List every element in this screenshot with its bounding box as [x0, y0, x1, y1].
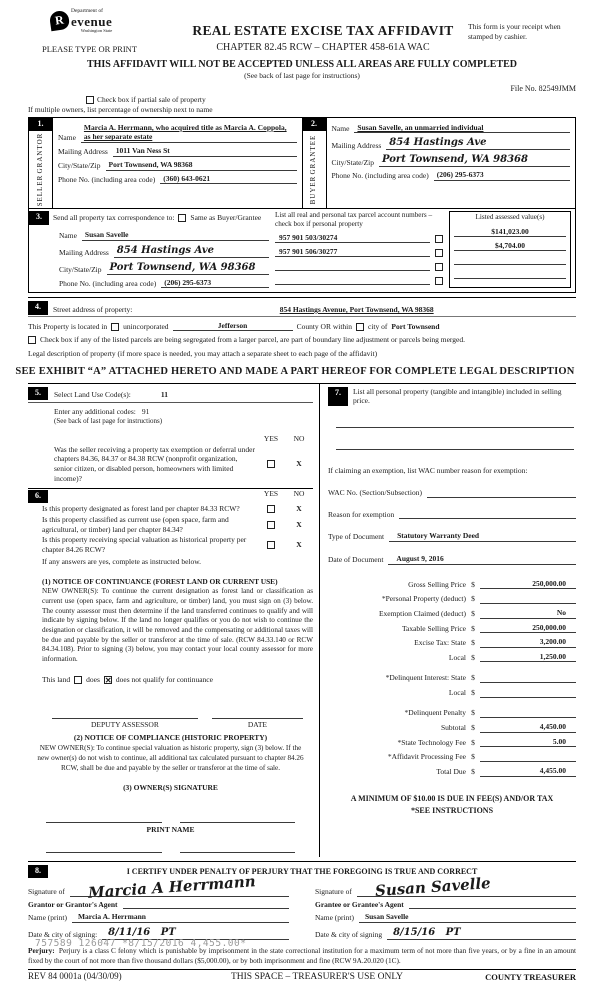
- buyer-rail: [303, 118, 327, 209]
- owners-signature-heading: (3) OWNER(S) SIGNATURE: [123, 783, 218, 793]
- treasurer-use-only-label: THIS SPACE – TREASURER'S USE ONLY: [230, 971, 404, 982]
- grantor-signature-label: Signature of: [28, 886, 65, 896]
- continuance-qualify-row: [42, 675, 313, 685]
- grantee-signature-value: Susan Savelle: [374, 874, 492, 901]
- section-8-number: 8.: [28, 865, 48, 878]
- historical-question-row: [28, 535, 313, 555]
- corr-city-label: City/State/Zip: [59, 264, 102, 274]
- county-or-within: County OR within: [296, 321, 352, 331]
- deputy-assessor-row: [28, 711, 313, 730]
- if-any-yes-note: If any answers are yes, complete as instructed below.: [42, 556, 202, 566]
- owner-signature-lines-2: [28, 845, 313, 853]
- grantee-word: GRANTEE: [309, 135, 318, 175]
- delinquent-penalty-value[interactable]: [480, 717, 576, 718]
- does-not-qualify-checkbox[interactable]: [104, 676, 112, 684]
- section-3-number: 3.: [29, 211, 49, 224]
- additional-codes-value[interactable]: 91: [141, 407, 150, 417]
- perjury-body: Perjury is a class C felony which is punishable by imprisonment in the state correctional institution for a maximum term of not more than five years, or by a fine in an amount fixed by the court of not more than five thousand dollars ($5,000.00), or by both imprisonment and fine (RCW 9A.20.020 (1C).: [28, 946, 576, 966]
- form-footer: [28, 969, 576, 983]
- certify-statement: I CERTIFY UNDER PENALTY OF PERJURY THAT THE FOREGOING IS TRUE AND CORRECT: [126, 866, 478, 876]
- grantor-signature-line[interactable]: [70, 872, 289, 903]
- seller-grantor-box: [28, 117, 303, 210]
- state-technology-fee-label: *State Technology Fee: [397, 737, 466, 747]
- parcel-header: List all real and personal tax parcel account numbers – check box if personal property: [275, 211, 433, 229]
- assessed-value-2[interactable]: $4,704.00: [454, 241, 566, 251]
- reason-exemption-value[interactable]: [399, 518, 576, 519]
- current-use-question-row: [28, 515, 313, 535]
- county-value[interactable]: Jefferson: [173, 321, 293, 332]
- grantor-date-label: Date & city of signing:: [28, 930, 98, 940]
- located-prefix: This Property is located in: [28, 321, 108, 331]
- segregated-row: [28, 335, 576, 345]
- exemption-claimed-value[interactable]: No: [480, 608, 576, 619]
- see-back-note: (See back of last page for instructions): [244, 71, 360, 81]
- minimum-fee-note: [328, 793, 576, 817]
- checked-x-mark: ✕: [104, 675, 112, 685]
- header-left: [28, 8, 178, 55]
- taxable-selling-price-label: Taxable Selling Price: [401, 623, 466, 633]
- grantor-signature-block: [28, 872, 289, 940]
- land-use-column: [28, 384, 320, 857]
- parcel-row: [275, 247, 443, 257]
- delinquent-interest-local-label: Local: [448, 687, 466, 697]
- grantee-agent-label: Grantee or Grantee's Agent: [315, 899, 404, 909]
- buyer-city-value[interactable]: Port Townsend, WA 98368: [379, 153, 570, 167]
- historical-question: Is this property receiving special valuation as historical property per chapter 84.26 RCW?: [42, 535, 247, 554]
- city-checkbox[interactable]: [356, 323, 364, 331]
- exemption-claimed-label: Exemption Claimed (deduct): [378, 608, 466, 618]
- current-use-no-answer[interactable]: X: [296, 519, 302, 529]
- county-treasurer-label: COUNTY TREASURER: [485, 971, 576, 982]
- gross-selling-price-label: Gross Selling Price: [408, 579, 466, 589]
- assessed-values-header: Listed assessed value(s): [475, 213, 545, 222]
- revenue-swoosh-icon: R: [49, 10, 70, 31]
- seller-grantor-label: [36, 131, 45, 208]
- print-name-label: PRINT NAME: [146, 825, 195, 835]
- assessed-value-1[interactable]: $141,023.00: [454, 227, 566, 237]
- section6-no-header: NO: [293, 488, 305, 498]
- logo-washington-state: Washington State: [80, 28, 113, 34]
- acceptance-warning: THIS AFFIDAVIT WILL NOT BE ACCEPTED UNLESS ALL AREAS ARE FULLY COMPLETED: [86, 59, 518, 71]
- form-title: REAL ESTATE EXCISE TAX AFFIDAVIT: [192, 23, 454, 38]
- date-of-document-label: Date of Document: [328, 555, 384, 565]
- segregated-label: Check box if any of the listed parcels are being segregated from a larger parcel, are part of boundary line adjustment or parcels being merged.: [40, 335, 465, 345]
- corr-mailing-value[interactable]: 854 Hastings Ave: [114, 244, 269, 258]
- tax-computation-table: [328, 575, 576, 777]
- grantee-name-print-value[interactable]: Susan Savelle: [359, 912, 576, 923]
- same-as-buyer-label: Same as Buyer/Grantee: [190, 213, 262, 223]
- grantor-name-print-label: Name (print): [28, 913, 67, 923]
- property-located-row: [28, 321, 576, 332]
- buyer-name-value[interactable]: Susan Savelle, an unmarried individual: [354, 123, 570, 134]
- parcel-number-2[interactable]: 957 901 506/30277: [275, 247, 430, 257]
- corr-name-value[interactable]: Susan Savelle: [82, 230, 269, 241]
- partial-sale-row: [28, 95, 576, 115]
- wac-number-label: WAC No. (Section/Subsection): [328, 487, 422, 497]
- forest-land-question: Is this property designated as forest land per chapter 84.33 RCW?: [42, 504, 240, 513]
- affidavit-processing-fee-value[interactable]: [480, 761, 576, 762]
- grantee-agent-line[interactable]: [409, 908, 576, 909]
- dollar-sign: $: [471, 687, 475, 697]
- buyer-mailing-label: Mailing Address: [331, 140, 382, 150]
- no-column-header: NO: [293, 433, 305, 443]
- exemption-wac-note: If claiming an exemption, list WAC number reason for exemption:: [328, 466, 528, 476]
- dor-logo: [50, 8, 178, 34]
- perjury-label: Perjury:: [28, 946, 55, 956]
- date-of-document-value[interactable]: August 9, 2016: [388, 554, 576, 565]
- corr-name-label: Name: [59, 230, 77, 240]
- street-address-value[interactable]: 854 Hastings Avenue, Port Townsend, WA 98368: [279, 304, 434, 314]
- dollar-sign: $: [471, 723, 475, 733]
- logo-revenue: evenue: [71, 14, 113, 30]
- taxable-selling-price-value[interactable]: 250,000.00: [480, 623, 576, 634]
- forest-yes-checkbox[interactable]: [267, 505, 275, 513]
- notice-continuance-title: (1) NOTICE OF CONTINUANCE (FOREST LAND OR CURRENT USE): [42, 576, 278, 586]
- dollar-sign: $: [471, 638, 475, 648]
- section-5-number: 5.: [28, 387, 48, 400]
- buyer-phone-value[interactable]: (206) 295-6373: [434, 170, 570, 181]
- section7-header: [328, 387, 576, 407]
- parcel-row: [275, 275, 443, 285]
- total-due-label: Total Due: [436, 766, 466, 776]
- notice-compliance-body: NEW OWNER(S): To continue special valuation as historic property, sign (3) below. If the new owner(s) do not wish to continue, all additional tax calculated pursuant to chapter 84.26 RCW, shall be due and payable by the seller or transferor at the time of sale.: [37, 744, 304, 772]
- exemption-yes-checkbox[interactable]: [267, 460, 275, 468]
- tax-computation-column: [320, 384, 576, 857]
- buyer-name-label: Name: [331, 123, 350, 133]
- deputy-date-line[interactable]: [212, 711, 303, 719]
- parcel-1-personal-checkbox[interactable]: [435, 235, 443, 243]
- city-value[interactable]: Port Townsend: [391, 321, 440, 331]
- logo-department-of: Department of: [71, 8, 103, 14]
- personal-property-deduct-value[interactable]: [480, 603, 576, 604]
- additional-codes-label: Enter any additional codes:: [54, 407, 136, 417]
- seller-word: SELLER: [35, 174, 44, 207]
- subtotal-value[interactable]: 4,450.00: [480, 722, 576, 733]
- this-land-label: This land: [42, 674, 71, 684]
- yes-column-header: YES: [263, 433, 279, 443]
- section-4-number: 4.: [28, 301, 48, 314]
- form-header: [28, 8, 576, 55]
- delinquent-interest-local-value[interactable]: [480, 697, 576, 698]
- parcel-3-personal-checkbox[interactable]: [435, 263, 443, 271]
- dollar-sign: $: [471, 766, 475, 776]
- partial-sale-checkbox[interactable]: [86, 96, 94, 104]
- section6-header-row: [28, 488, 313, 503]
- grantee-date-label: Date & city of signing: [315, 930, 383, 940]
- tax-correspondence-section: [28, 209, 576, 293]
- correspondence-left: [29, 211, 275, 288]
- section-7-number: 7.: [328, 387, 348, 407]
- unincorporated-checkbox[interactable]: [111, 323, 119, 331]
- section-2-number: 2.: [303, 118, 326, 131]
- property-address-section: [15, 297, 576, 378]
- buyer-mailing-value[interactable]: 854 Hastings Ave: [386, 136, 570, 150]
- seller-mailing-label: Mailing Address: [58, 147, 108, 157]
- partial-sale-label: Check box if partial sale of property: [97, 95, 206, 105]
- deputy-assessor-label: DEPUTY ASSESSOR: [90, 719, 159, 729]
- street-address-label: Street address of property:: [53, 304, 133, 314]
- parcel-numbers-column: [275, 211, 443, 288]
- middle-columns: [28, 383, 576, 857]
- cashier-receipt-stamp: 757589 126047 *8/15/2016 4,455.00*: [35, 938, 247, 949]
- see-back-instructions: (See back of last page for instructions): [54, 416, 163, 425]
- seller-name-value[interactable]: Marcia A. Herrmann, who acquired title as Marcia A. Coppola, as her separate estate: [81, 123, 297, 144]
- current-use-yes-checkbox[interactable]: [267, 521, 275, 529]
- state-technology-fee-value[interactable]: 5.00: [480, 737, 576, 748]
- personal-property-line-1[interactable]: [336, 414, 574, 428]
- exhibit-a-statement: SEE EXHIBIT “A” ATTACHED HERETO AND MADE A PART HEREOF FOR COMPLETE LEGAL DESCRIPTION: [15, 365, 575, 377]
- does-not-label: does not qualify for continuance: [115, 674, 213, 684]
- current-use-question: Is this property classified as current use (open space, farm and agricultural, or timber) land per chapter 84.34?: [42, 514, 229, 534]
- dollar-sign: $: [471, 623, 475, 633]
- dollar-sign: $: [471, 737, 475, 747]
- corr-mailing-label: Mailing Address: [59, 247, 109, 257]
- type-of-document-value[interactable]: Statutory Warranty Deed: [389, 531, 576, 542]
- section-6-number: 6.: [28, 490, 48, 503]
- parcel-number-3[interactable]: [275, 261, 430, 271]
- land-use-code-value[interactable]: 11: [160, 390, 168, 400]
- notice-compliance-title: (2) NOTICE OF COMPLIANCE (HISTORIC PROPERTY): [73, 733, 268, 743]
- affidavit-processing-fee-label: *Affidavit Processing Fee: [387, 752, 466, 762]
- historical-yes-checkbox[interactable]: [267, 541, 275, 549]
- forest-no-answer[interactable]: X: [296, 504, 302, 513]
- parcel-2-personal-checkbox[interactable]: [435, 249, 443, 257]
- delinquent-interest-state-label: *Delinquent Interest: State: [385, 673, 466, 683]
- form-revision-number: REV 84 0001a (04/30/09): [28, 971, 122, 982]
- parcel-number-4[interactable]: [275, 275, 430, 285]
- corr-city-value[interactable]: Port Townsend, WA 98368: [107, 261, 270, 275]
- minimum-fee-line2: *SEE INSTRUCTIONS: [410, 805, 494, 815]
- corr-phone-value[interactable]: (206) 295-6373: [161, 278, 269, 289]
- seller-rail: [29, 118, 53, 209]
- grantor-date-value[interactable]: 8/11/16 PT: [102, 926, 289, 940]
- dollar-sign: $: [471, 579, 475, 589]
- grantor-word: GRANTOR: [35, 133, 44, 174]
- owner-signature-line-3[interactable]: [46, 845, 162, 853]
- parties-section: [28, 117, 576, 210]
- correspondence-label: Send all property tax correspondence to:: [53, 213, 175, 223]
- subtotal-label: Subtotal: [440, 723, 466, 733]
- seller-city-label: City/State/Zip: [58, 160, 101, 170]
- parcel-row: [275, 233, 443, 243]
- grantee-signature-block: [315, 874, 576, 940]
- owner-signature-lines: [28, 815, 313, 823]
- parcel-4-personal-checkbox[interactable]: [435, 277, 443, 285]
- grantor-agent-label: Grantor or Grantor's Agent: [28, 899, 118, 909]
- legal-description-note: Legal description of property (if more space is needed, you may attach a separate sheet to each page of the affidavit): [28, 349, 378, 359]
- section5-yes-no-header: [28, 434, 313, 444]
- multiple-owners-note: If multiple owners, list percentage of ownership next to name: [28, 104, 213, 114]
- personal-property-line-2[interactable]: [336, 436, 574, 450]
- excise-tax-state-value[interactable]: 3,200.00: [480, 637, 576, 648]
- seller-city-value[interactable]: Port Townsend, WA 98368: [106, 160, 297, 171]
- assessed-value-3[interactable]: [454, 255, 566, 265]
- grantee-date-value[interactable]: 8/15/16 PT: [387, 926, 576, 940]
- personal-property-label: List all personal property (tangible and intangible) included in selling price.: [353, 386, 562, 406]
- grantee-signature-label: Signature of: [315, 886, 352, 896]
- reason-exemption-label: Reason for exemption: [328, 509, 395, 519]
- section6-yes-header: YES: [263, 488, 279, 498]
- dollar-sign: $: [471, 652, 475, 662]
- seller-phone-value[interactable]: (360) 643-0621: [160, 174, 296, 185]
- excise-tax-local-value[interactable]: 1,250.00: [480, 652, 576, 663]
- parcel-row: [275, 261, 443, 271]
- seller-name-label: Name: [58, 133, 76, 143]
- owner-signature-line-2[interactable]: [180, 815, 296, 823]
- header-title-block: [178, 8, 468, 54]
- buyer-word: BUYER: [309, 175, 318, 205]
- wac-number-value[interactable]: [427, 497, 576, 498]
- exemption-no-answer[interactable]: X: [296, 459, 302, 469]
- does-label: does: [86, 674, 100, 684]
- corr-phone-label: Phone No. (including area code): [59, 278, 157, 288]
- minimum-fee-line1: A MINIMUM OF $10.00 IS DUE IN FEE(S) AND/OR TAX: [350, 793, 554, 803]
- receipt-note: This form is your receipt when stamped by cashier.: [468, 22, 561, 42]
- delinquent-interest-state-value[interactable]: [480, 682, 576, 683]
- grantor-signature-value: Marcia A Herrmann: [87, 872, 257, 903]
- grantee-name-print-label: Name (print): [315, 913, 354, 923]
- gross-selling-price-value[interactable]: 250,000.00: [480, 579, 576, 590]
- segregated-checkbox[interactable]: [28, 336, 36, 344]
- buyer-city-label: City/State/Zip: [331, 157, 374, 167]
- deputy-date-label: DATE: [247, 719, 267, 729]
- delinquent-penalty-label: *Delinquent Penalty: [404, 708, 466, 718]
- dollar-sign: $: [471, 608, 475, 618]
- buyer-grantee-box: [303, 117, 577, 210]
- unincorporated-label: unincorporated: [123, 321, 169, 331]
- historical-no-answer[interactable]: X: [296, 540, 302, 550]
- owner-signature-line-4[interactable]: [180, 845, 296, 853]
- does-qualify-checkbox[interactable]: [74, 676, 82, 684]
- excise-tax-state-label: Excise Tax: State: [414, 638, 466, 648]
- excise-tax-local-label: Local: [448, 652, 466, 662]
- exemption-question: Was the seller receiving a property tax exemption or deferral under chapters 84.36, 84.37 or 84.38 RCW (nonprofit organization, senior citizen, or disabled person, homeowners with limited income)?: [54, 444, 255, 483]
- city-of-label: city of: [368, 321, 388, 331]
- file-number: File No. 82549JMM: [510, 83, 576, 93]
- deputy-assessor-line[interactable]: [52, 711, 198, 719]
- parcel-number-1[interactable]: 957 901 503/30274: [275, 233, 430, 243]
- please-type-or-print: PLEASE TYPE OR PRINT: [42, 43, 138, 54]
- form-subtitle: CHAPTER 82.45 RCW – CHAPTER 458-61A WAC: [216, 41, 430, 53]
- type-of-document-label: Type of Document: [328, 532, 385, 542]
- seller-phone-label: Phone No. (including area code): [58, 174, 156, 184]
- land-use-label: Select Land Use Code(s):: [54, 390, 131, 400]
- total-due-value[interactable]: 4,455.00: [480, 766, 576, 777]
- dollar-sign: $: [471, 594, 475, 604]
- grantee-signature-line[interactable]: [357, 874, 576, 901]
- exemption-question-row: [28, 445, 313, 484]
- grantor-name-print-value[interactable]: Marcia A. Herrmann: [72, 912, 289, 923]
- logo-text: [71, 8, 112, 34]
- assessed-values-box: [449, 211, 571, 288]
- section-1-number: 1.: [29, 118, 52, 131]
- buyer-grantee-label: [309, 131, 318, 208]
- assessed-value-4[interactable]: [454, 269, 566, 279]
- signature-columns: [28, 872, 576, 940]
- certification-section: [28, 861, 576, 983]
- buyer-phone-label: Phone No. (including area code): [331, 171, 429, 181]
- dollar-sign: $: [471, 673, 475, 683]
- dollar-sign: $: [471, 752, 475, 762]
- seller-mailing-value[interactable]: 1011 Van Ness St: [113, 146, 297, 157]
- personal-property-deduct-label: *Personal Property (deduct): [381, 594, 466, 604]
- grantor-agent-line[interactable]: [123, 908, 289, 909]
- same-as-buyer-checkbox[interactable]: [178, 214, 186, 222]
- notice-continuance-body: NEW OWNER(S): To continue the current designation as forest land or classification as current use (open space, farm and agriculture, or timber) land, you must sign on (3) below. The county assessor must then determine if the land transferred continues to qualify and will indicate by signing below. If the land no longer qualifies or you do not wish to continue the designation or classification, it will be removed and the compensating or additional taxes will be due and payable by the seller or transferor at the time of sale. (RCW 84.33.140 or RCW 84.34.108). Prior to signing (3) below, you may contact your local county assessor for more information.: [42, 587, 313, 664]
- forest-land-question-row: [28, 504, 313, 514]
- dollar-sign: $: [471, 708, 475, 718]
- owner-signature-line-1[interactable]: [46, 815, 162, 823]
